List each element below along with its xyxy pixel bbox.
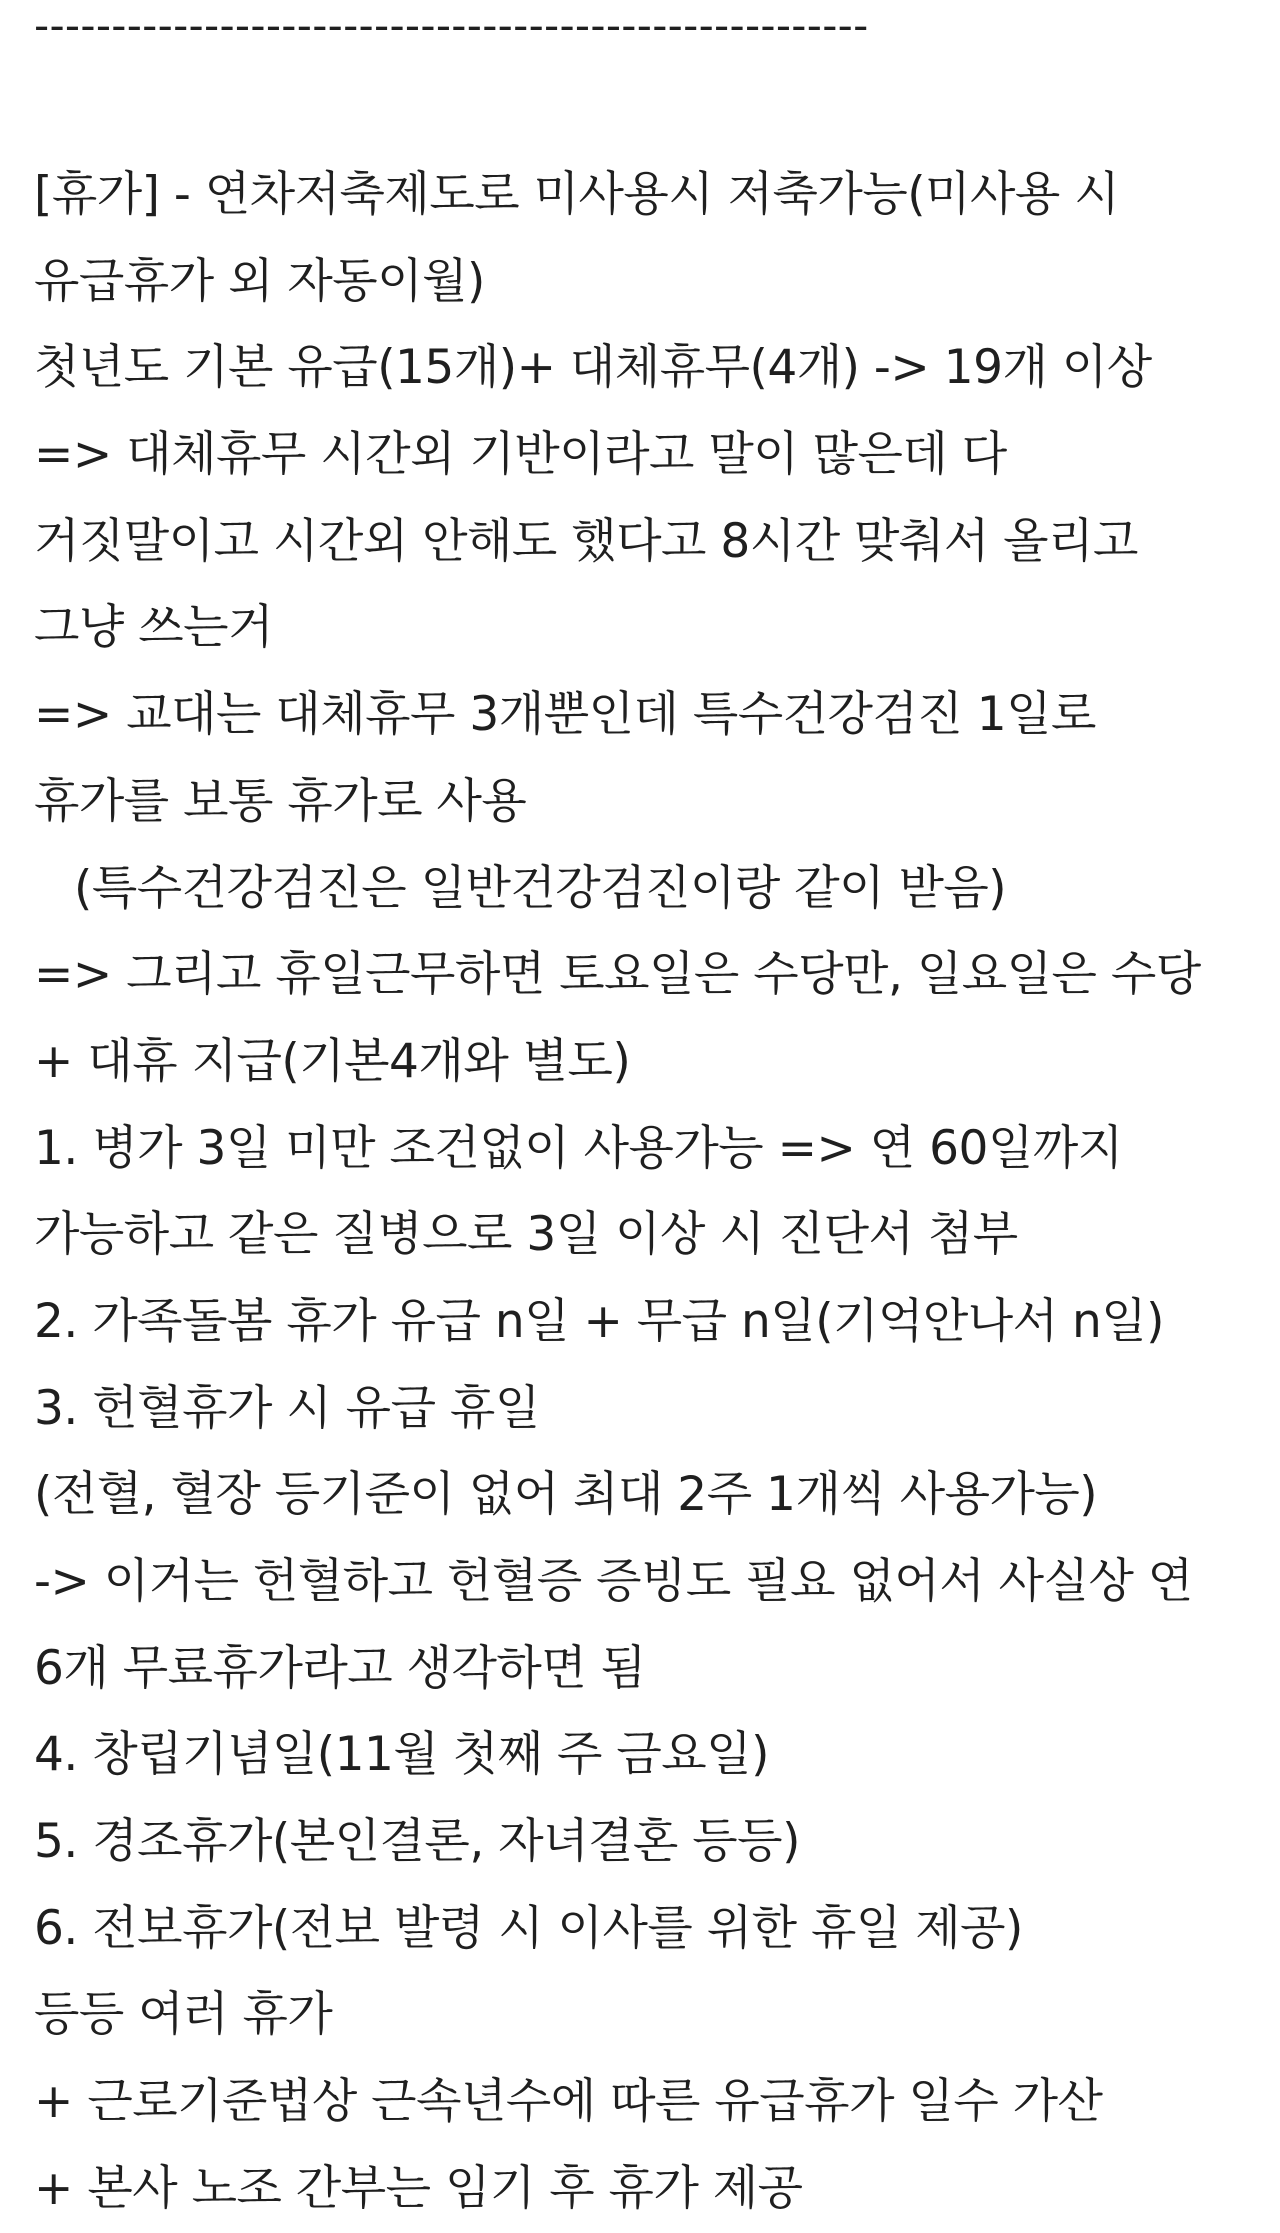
text-line: + 본사 노조 간부는 임기 후 휴가 제공 [34, 2160, 803, 2216]
text-line: [휴가] - 연차저축제도로 미사용시 저축가능(미사용 시 [34, 167, 1120, 222]
text-line: -> 이거는 헌혈하고 헌혈증 증빙도 필요 없어서 사실상 연 [34, 1554, 1193, 1609]
text-line: 6개 무료휴가라고 생각하면 됨 [34, 1640, 646, 1696]
text-line: 6. 전보휴가(전보 발령 시 이사를 위한 휴일 제공) [34, 1900, 1023, 1956]
text-line: 그냥 쓰는거 [34, 600, 273, 656]
text-line: 첫년도 기본 유급(15개)+ 대체휴무(4개) -> 19개 이상 [34, 340, 1152, 396]
text-line: => 그리고 휴일근무하면 토요일은 수당만, 일요일은 수당 [34, 947, 1201, 1003]
text-line: 등등 여러 휴가 [34, 1987, 333, 2043]
text-line: 3. 헌혈휴가 시 유급 휴일 [34, 1380, 540, 1436]
text-line: 휴가를 보통 휴가로 사용 [34, 773, 527, 829]
text-line: + 대휴 지급(기본4개와 별도) [34, 1033, 631, 1089]
text-line: 유급휴가 외 자동이월) [34, 253, 485, 309]
text-line: 거짓말이고 시간외 안해도 했다고 8시간 맞춰서 올리고 [34, 513, 1138, 569]
text-line: 5. 경조휴가(본인결론, 자녀결혼 등등) [34, 1814, 800, 1870]
text-line: 4. 창립기념일(11월 첫째 주 금요일) [34, 1727, 769, 1783]
text-line: (특수건강검진은 일반건강검진이랑 같이 받음) [74, 860, 1007, 916]
text-lines [34, 152, 1264, 2233]
text-line: 1. 병가 3일 미만 조건없이 사용가능 => 연 60일까지 [34, 1120, 1123, 1176]
text-line: => 대체휴무 시간외 기반이라고 말이 많은데 다 [34, 427, 1007, 483]
text-line: + 근로기준법상 근속년수에 따른 유급휴가 일수 가산 [34, 2074, 1103, 2130]
text-line: (전혈, 혈장 등기준이 없어 최대 2주 1개씩 사용가능) [34, 1467, 1098, 1523]
text-line: => 교대는 대체휴무 3개뿐인데 특수건강검진 1일로 [34, 687, 1096, 743]
text-line: 가능하고 같은 질병으로 3일 이상 시 진단서 첨부 [34, 1207, 1018, 1263]
dashed-divider: ------------------------------------------------------ [34, 1, 869, 50]
text-line: 2. 가족돌봄 휴가 유급 n일 + 무급 n일(기억안나서 n일) [34, 1293, 1165, 1349]
